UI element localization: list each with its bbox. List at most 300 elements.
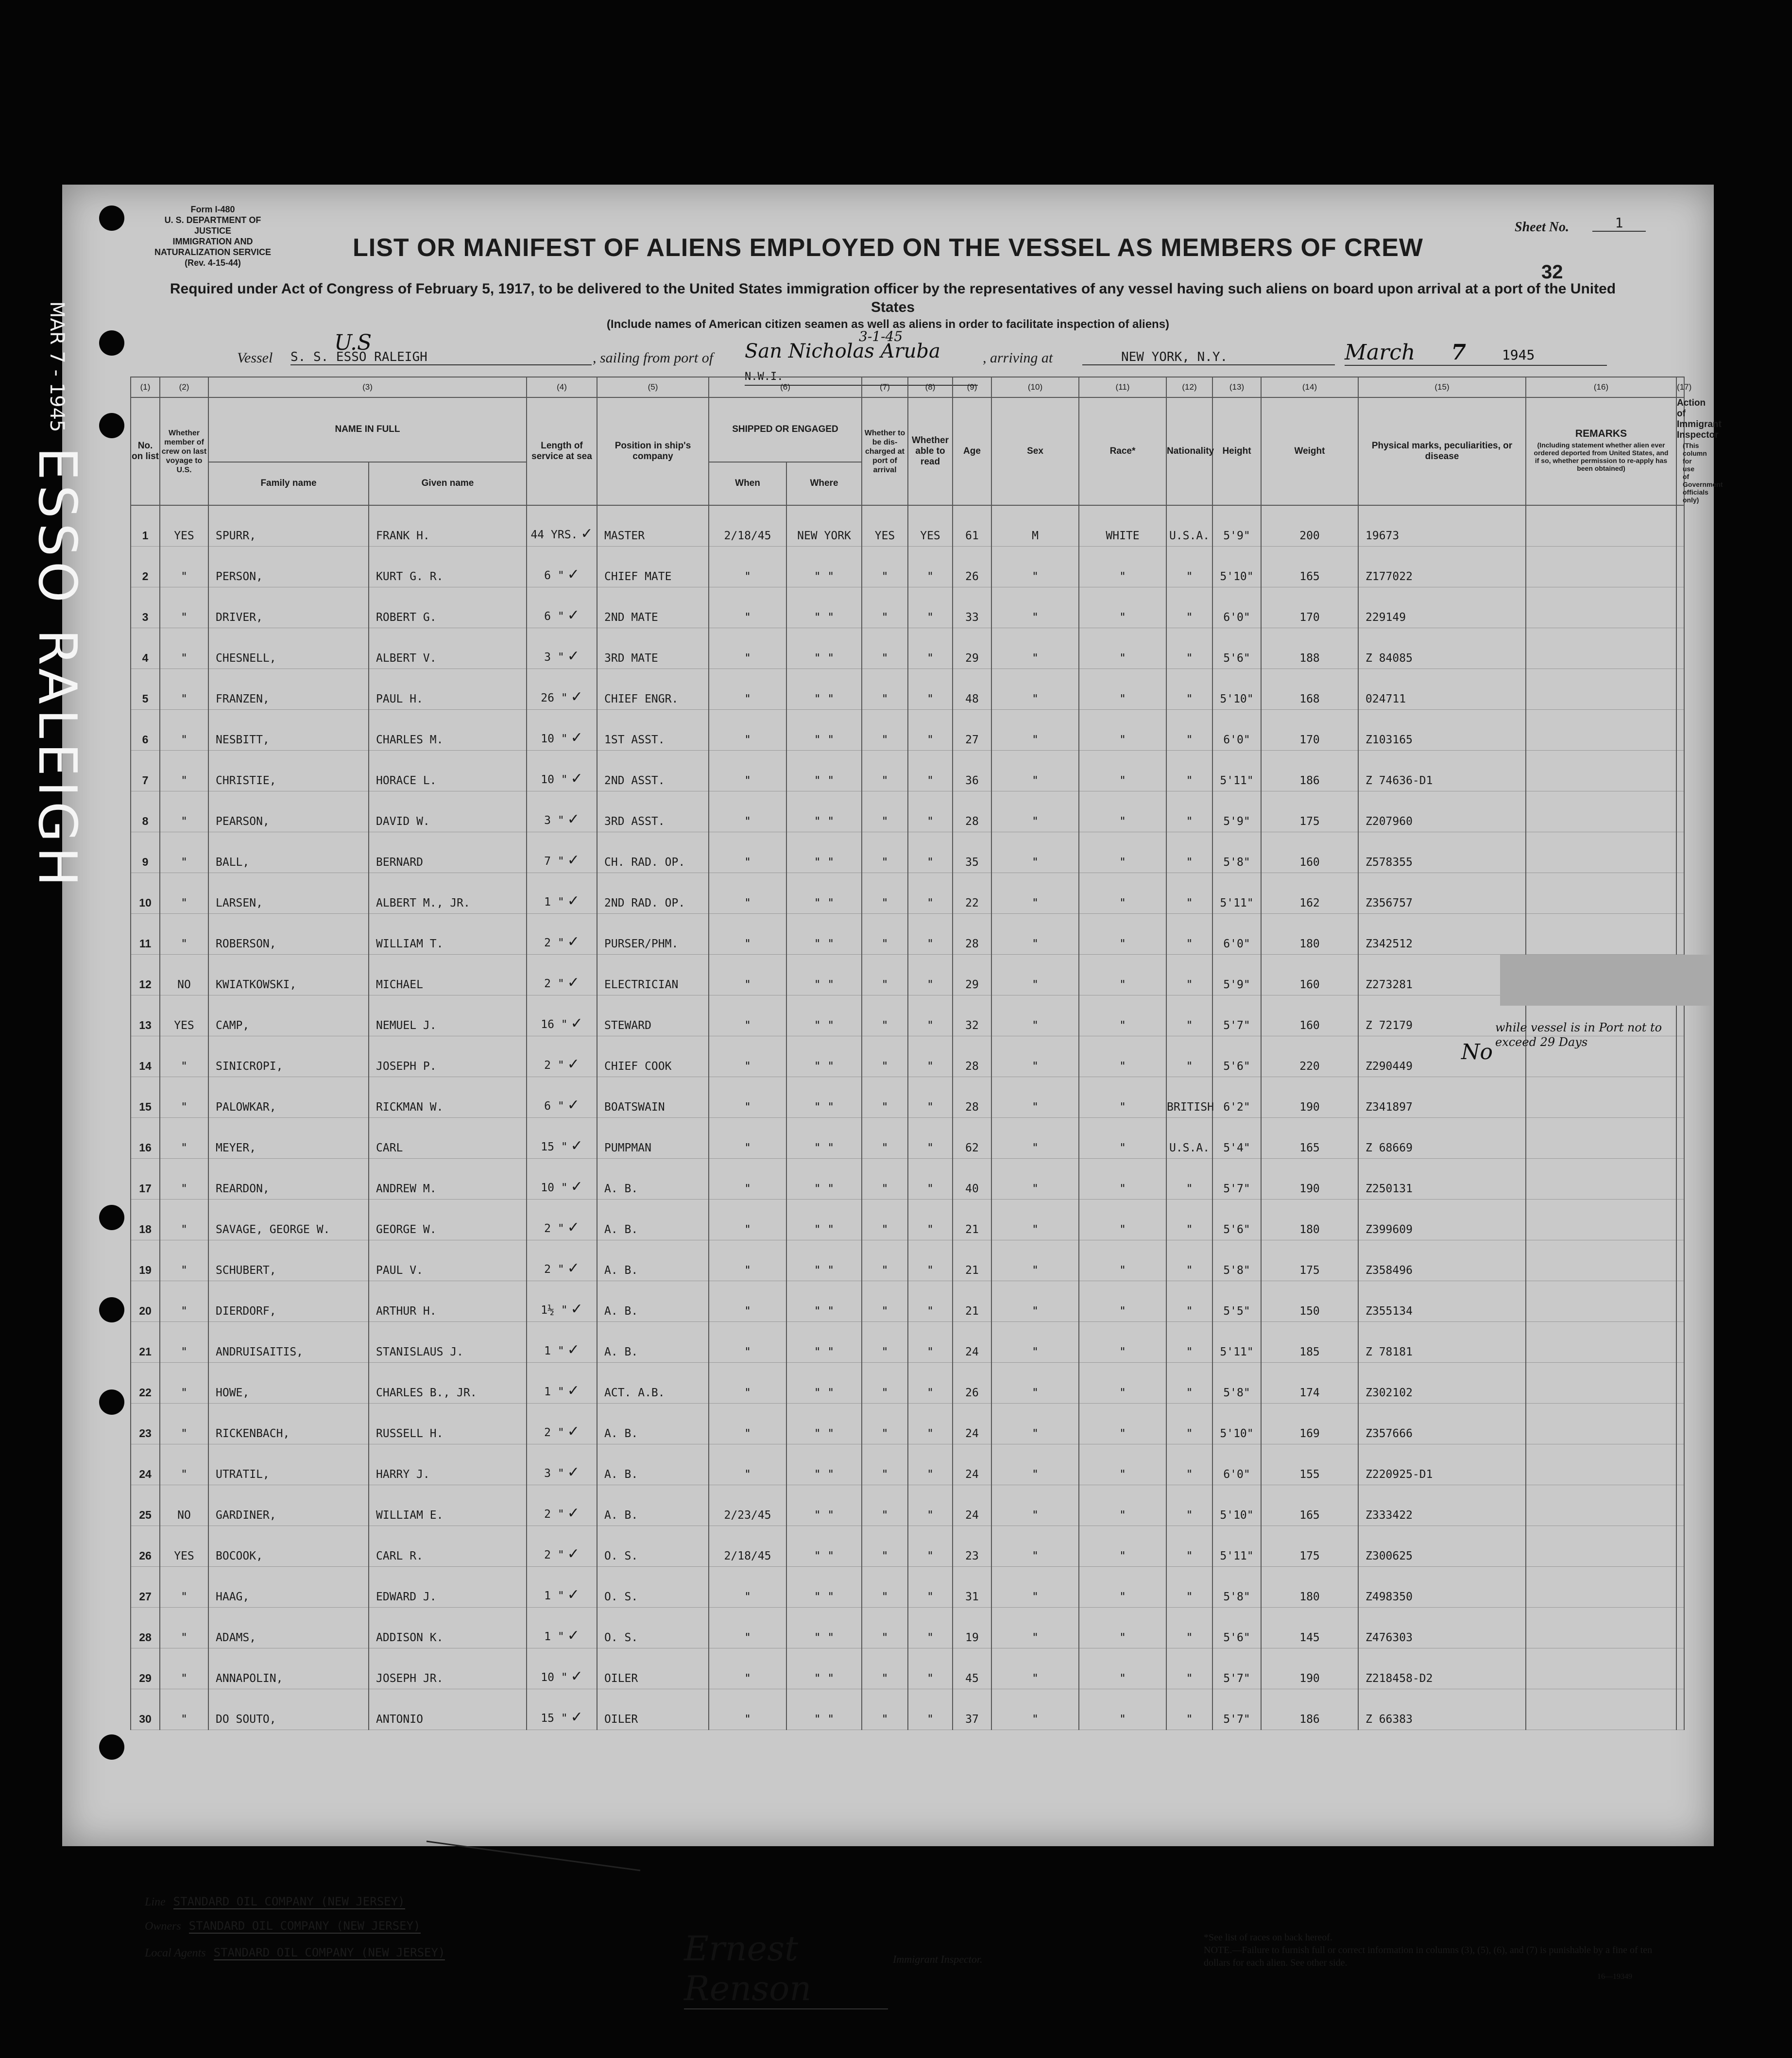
cell-voyage: " <box>160 1118 208 1159</box>
col-num-7: (7) <box>862 377 908 397</box>
cell-when: " <box>709 1322 786 1363</box>
cell-sex: " <box>991 1077 1079 1118</box>
cell-when: " <box>709 1159 786 1200</box>
table-row <box>131 1322 1684 1363</box>
cell-given: WILLIAM E. <box>369 1485 527 1526</box>
cell-weight: 168 <box>1261 669 1358 710</box>
cell-no: 8 <box>131 791 160 832</box>
cell-height: 5'9" <box>1212 955 1261 995</box>
cell-disch: " <box>862 1485 908 1526</box>
col-weight: Weight <box>1261 397 1358 505</box>
punch-hole <box>99 413 124 438</box>
cell-action <box>1676 1159 1684 1200</box>
punch-hole <box>99 1205 124 1230</box>
cell-action <box>1676 587 1684 628</box>
cell-disch: " <box>862 1608 908 1648</box>
table-row <box>131 832 1684 873</box>
cell-family: CHRISTIE, <box>208 751 369 791</box>
inspector-signature: Ernest Renson <box>684 1929 888 2009</box>
cell-height: 5'10" <box>1212 547 1261 587</box>
col-num-11: (11) <box>1079 377 1166 397</box>
cell-nat: " <box>1166 710 1212 751</box>
cell-marks: Z 74636-D1 <box>1358 751 1526 791</box>
cell-weight: 200 <box>1261 505 1358 547</box>
cell-position: OILER <box>597 1648 709 1689</box>
cell-no: 17 <box>131 1159 160 1200</box>
cell-action <box>1676 1118 1684 1159</box>
cell-action <box>1676 1526 1684 1567</box>
arrival-date <box>1345 340 1607 366</box>
cell-when: 2/18/45 <box>709 505 786 547</box>
table-row <box>131 669 1684 710</box>
cell-race: " <box>1079 1240 1166 1281</box>
cell-when: " <box>709 1200 786 1240</box>
cell-service <box>527 1567 597 1608</box>
check-mark-icon: ✓ <box>567 648 580 665</box>
cell-where: " " <box>786 1444 862 1485</box>
cell-disch: " <box>862 1363 908 1404</box>
cell-service <box>527 669 597 710</box>
cell-remarks <box>1526 1200 1676 1240</box>
cell-age: 24 <box>953 1485 991 1526</box>
cell-voyage: " <box>160 1444 208 1485</box>
cell-sex: " <box>991 1281 1079 1322</box>
cell-when: " <box>709 1404 786 1444</box>
cell-weight: 220 <box>1261 1036 1358 1077</box>
cell-nat: " <box>1166 1240 1212 1281</box>
cell-age: 26 <box>953 1363 991 1404</box>
cell-race: " <box>1079 1526 1166 1567</box>
cell-disch: " <box>862 547 908 587</box>
cell-where: " " <box>786 1159 862 1200</box>
cell-race: " <box>1079 1363 1166 1404</box>
table-row <box>131 628 1684 669</box>
check-mark-icon: ✓ <box>567 1219 580 1236</box>
table-row <box>131 547 1684 587</box>
cell-remarks <box>1526 751 1676 791</box>
cell-where: " " <box>786 1526 862 1567</box>
cell-disch: " <box>862 1240 908 1281</box>
cell-height: 5'9" <box>1212 791 1261 832</box>
cell-marks: Z342512 <box>1358 914 1526 955</box>
cell-read: " <box>908 1648 953 1689</box>
cell-disch: " <box>862 1689 908 1730</box>
cell-voyage: " <box>160 1648 208 1689</box>
cell-weight: 160 <box>1261 955 1358 995</box>
cell-weight: 190 <box>1261 1159 1358 1200</box>
cell-weight: 180 <box>1261 1567 1358 1608</box>
cell-voyage: " <box>160 832 208 873</box>
cell-nat: " <box>1166 1363 1212 1404</box>
cell-action <box>1676 1281 1684 1322</box>
cell-weight: 190 <box>1261 1077 1358 1118</box>
cell-nat: " <box>1166 1159 1212 1200</box>
cell-sex: " <box>991 1200 1079 1240</box>
cell-where: " " <box>786 1404 862 1444</box>
cell-service <box>527 1077 597 1118</box>
cell-height: 5'5" <box>1212 1281 1261 1322</box>
check-mark-icon: ✓ <box>567 1260 580 1277</box>
cell-height: 6'0" <box>1212 587 1261 628</box>
cell-marks: Z498350 <box>1358 1567 1526 1608</box>
sailing-date: 3-1-45 <box>859 328 903 344</box>
table-row <box>131 1118 1684 1159</box>
agents-value: STANDARD OIL COMPANY (NEW JERSEY) <box>213 1946 445 1959</box>
check-mark-icon: ✓ <box>567 1586 580 1603</box>
col-num-6: (6) <box>709 377 862 397</box>
cell-height: 5'7" <box>1212 1648 1261 1689</box>
cell-sex: " <box>991 1363 1079 1404</box>
cell-given: BERNARD <box>369 832 527 873</box>
cell-race: " <box>1079 751 1166 791</box>
col-where: Where <box>786 462 862 505</box>
cell-marks: Z 84085 <box>1358 628 1526 669</box>
cell-weight: 169 <box>1261 1404 1358 1444</box>
cell-when: " <box>709 669 786 710</box>
cell-remarks <box>1526 669 1676 710</box>
cell-given: HARRY J. <box>369 1444 527 1485</box>
cell-where: " " <box>786 1567 862 1608</box>
cell-remarks <box>1526 791 1676 832</box>
col-num-9: (9) <box>953 377 991 397</box>
cell-voyage: YES <box>160 995 208 1036</box>
cell-height: 5'8" <box>1212 1567 1261 1608</box>
cell-when: " <box>709 751 786 791</box>
col-name-in-full: NAME IN FULL <box>208 397 527 462</box>
col-remarks-note: (Including statement whether alien ever ordered deported from United States, and if so, whether permission to re-apply has been obtained) <box>1534 441 1669 472</box>
col-num-16: (16) <box>1526 377 1676 397</box>
cell-sex: " <box>991 1567 1079 1608</box>
col-when: When <box>709 462 786 505</box>
cell-nat: " <box>1166 1444 1212 1485</box>
cell-read: " <box>908 1240 953 1281</box>
cell-nat: " <box>1166 873 1212 914</box>
cell-read: " <box>908 1526 953 1567</box>
cell-service-value: 16 " <box>541 1018 568 1031</box>
vessel-hand-note: U.S <box>334 330 372 355</box>
cell-no: 14 <box>131 1036 160 1077</box>
cell-nat: " <box>1166 1567 1212 1608</box>
cell-disch: " <box>862 955 908 995</box>
col-sex: Sex <box>991 397 1079 505</box>
cell-service <box>527 1281 597 1322</box>
cell-remarks <box>1526 873 1676 914</box>
cell-voyage: NO <box>160 955 208 995</box>
cell-age: 21 <box>953 1281 991 1322</box>
cell-position: BOATSWAIN <box>597 1077 709 1118</box>
cell-action <box>1676 669 1684 710</box>
cell-disch: " <box>862 587 908 628</box>
col-num-12: (12) <box>1166 377 1212 397</box>
check-mark-icon: ✓ <box>567 1627 580 1644</box>
cell-action <box>1676 547 1684 587</box>
cell-marks: Z355134 <box>1358 1281 1526 1322</box>
footnote-penalty: NOTE.—Failure to furnish full or correct information in columns (3), (5), (6), and (7) is punishable by a fine of ten dollars for each alien. See other side. <box>1204 1945 1653 1968</box>
cell-family: BOCOOK, <box>208 1526 369 1567</box>
cell-action <box>1676 710 1684 751</box>
cell-nat: " <box>1166 1689 1212 1730</box>
cell-given: ALBERT V. <box>369 628 527 669</box>
cell-weight: 165 <box>1261 547 1358 587</box>
cell-where: NEW YORK <box>786 505 862 547</box>
footnote-races: *See list of races on back hereof. <box>1204 1932 1332 1943</box>
manifest-sheet <box>62 185 1723 2008</box>
cell-height: 5'6" <box>1212 1200 1261 1240</box>
sheet-number: 1 <box>1592 215 1646 232</box>
punch-hole <box>99 1389 124 1415</box>
cell-action <box>1676 628 1684 669</box>
remark-no: No <box>1461 1040 1493 1064</box>
cell-marks: Z 66383 <box>1358 1689 1526 1730</box>
cell-age: 32 <box>953 995 991 1036</box>
cell-service <box>527 1240 597 1281</box>
cell-sex: " <box>991 1485 1079 1526</box>
cell-age: 24 <box>953 1444 991 1485</box>
table-row <box>131 1281 1684 1322</box>
margin-vessel-name: ESSO RALEIGH <box>27 447 87 892</box>
cell-read: " <box>908 1200 953 1240</box>
cell-sex: " <box>991 547 1079 587</box>
col-race: Race* <box>1079 397 1166 505</box>
table-row <box>131 1567 1684 1608</box>
cell-marks: Z300625 <box>1358 1526 1526 1567</box>
cell-voyage: " <box>160 710 208 751</box>
cell-action <box>1676 1200 1684 1240</box>
cell-weight: 190 <box>1261 1648 1358 1689</box>
cell-action <box>1676 1363 1684 1404</box>
cell-read: " <box>908 873 953 914</box>
cell-age: 36 <box>953 751 991 791</box>
cell-where: " " <box>786 1118 862 1159</box>
table-row <box>131 791 1684 832</box>
cell-where: " " <box>786 710 862 751</box>
cell-race: " <box>1079 1648 1166 1689</box>
check-mark-icon: ✓ <box>567 1423 580 1440</box>
cell-weight: 150 <box>1261 1281 1358 1322</box>
form-number: 16—19349 <box>1597 1972 1632 1981</box>
cell-weight: 185 <box>1261 1322 1358 1363</box>
cell-age: 48 <box>953 669 991 710</box>
cell-read: " <box>908 1485 953 1526</box>
cell-family: REARDON, <box>208 1159 369 1200</box>
cell-sex: " <box>991 710 1079 751</box>
cell-remarks <box>1526 587 1676 628</box>
cell-when: " <box>709 710 786 751</box>
page-title: LIST OR MANIFEST OF ALIENS EMPLOYED ON THE VESSEL AS MEMBERS OF CREW <box>353 234 1423 262</box>
cell-service <box>527 628 597 669</box>
cell-position: A. B. <box>597 1159 709 1200</box>
cell-where: " " <box>786 1689 862 1730</box>
cell-read: " <box>908 1608 953 1648</box>
arriving-port: NEW YORK, N.Y. <box>1082 350 1335 365</box>
cell-weight: 162 <box>1261 873 1358 914</box>
cell-remarks <box>1526 1363 1676 1404</box>
cell-service-value: 2 " <box>544 1222 564 1235</box>
cell-disch: " <box>862 1404 908 1444</box>
cell-action <box>1676 1077 1684 1118</box>
cell-position: O. S. <box>597 1567 709 1608</box>
cell-no: 16 <box>131 1118 160 1159</box>
cell-weight: 165 <box>1261 1485 1358 1526</box>
cell-remarks <box>1526 710 1676 751</box>
cell-remarks <box>1526 1567 1676 1608</box>
check-mark-icon: ✓ <box>567 607 580 624</box>
arrival-day: 7 <box>1451 340 1466 365</box>
cell-weight: 170 <box>1261 710 1358 751</box>
cell-marks: Z273281 <box>1358 955 1526 995</box>
cell-age: 35 <box>953 832 991 873</box>
col-age: Age <box>953 397 991 505</box>
cell-height: 5'10" <box>1212 1485 1261 1526</box>
cell-race: " <box>1079 628 1166 669</box>
cell-service <box>527 547 597 587</box>
footer-owners <box>145 1919 421 1933</box>
cell-action <box>1676 1689 1684 1730</box>
cell-position: ELECTRICIAN <box>597 955 709 995</box>
table-row <box>131 1648 1684 1689</box>
cell-race: " <box>1079 832 1166 873</box>
cell-when: " <box>709 1240 786 1281</box>
cell-where: " " <box>786 873 862 914</box>
cell-nat: " <box>1166 1526 1212 1567</box>
redaction-strip <box>1500 955 1714 1006</box>
cell-remarks <box>1526 914 1676 955</box>
cell-height: 5'10" <box>1212 1404 1261 1444</box>
cell-marks: Z220925-D1 <box>1358 1444 1526 1485</box>
cell-weight: 188 <box>1261 628 1358 669</box>
cell-voyage: " <box>160 1608 208 1648</box>
cell-height: 5'6" <box>1212 1608 1261 1648</box>
cell-no: 22 <box>131 1363 160 1404</box>
cell-given: RICKMAN W. <box>369 1077 527 1118</box>
cell-read: " <box>908 1036 953 1077</box>
col-discharged: Whether to be dis-charged at port of arrival <box>862 397 908 505</box>
cell-where: " " <box>786 669 862 710</box>
cell-given: JOSEPH JR. <box>369 1648 527 1689</box>
cell-no: 20 <box>131 1281 160 1322</box>
cell-marks: Z358496 <box>1358 1240 1526 1281</box>
cell-service-value: 10 " <box>541 733 568 745</box>
cell-read: " <box>908 628 953 669</box>
col-family-name: Family name <box>208 462 369 505</box>
cell-no: 30 <box>131 1689 160 1730</box>
cell-nat: " <box>1166 1608 1212 1648</box>
cell-nat: " <box>1166 995 1212 1036</box>
cell-service-value: 10 " <box>541 1182 568 1194</box>
cell-voyage: " <box>160 587 208 628</box>
cell-where: " " <box>786 751 862 791</box>
cell-where: " " <box>786 1648 862 1689</box>
cell-height: 5'11" <box>1212 873 1261 914</box>
cell-position: A. B. <box>597 1444 709 1485</box>
footer-agents <box>145 1946 445 1960</box>
col-num-14: (14) <box>1261 377 1358 397</box>
cell-given: ANTONIO <box>369 1689 527 1730</box>
cell-sex: " <box>991 873 1079 914</box>
cell-read: " <box>908 955 953 995</box>
cell-nat: U.S.A. <box>1166 505 1212 547</box>
cell-nat: " <box>1166 955 1212 995</box>
cell-service-value: 6 " <box>544 1100 564 1113</box>
cell-no: 2 <box>131 547 160 587</box>
cell-family: RICKENBACH, <box>208 1404 369 1444</box>
table-row <box>131 751 1684 791</box>
cell-when: " <box>709 587 786 628</box>
cell-family: DO SOUTO, <box>208 1689 369 1730</box>
cell-voyage: " <box>160 1567 208 1608</box>
cell-given: ALBERT M., JR. <box>369 873 527 914</box>
cell-family: UTRATIL, <box>208 1444 369 1485</box>
cell-marks: Z103165 <box>1358 710 1526 751</box>
table-row <box>131 1608 1684 1648</box>
cell-where: " " <box>786 995 862 1036</box>
cell-remarks <box>1526 1322 1676 1363</box>
sailing-port-suffix: N.W.I. <box>745 371 784 383</box>
cell-position: 3RD ASST. <box>597 791 709 832</box>
cell-position: 2ND RAD. OP. <box>597 873 709 914</box>
cell-family: SINICROPI, <box>208 1036 369 1077</box>
cell-no: 21 <box>131 1322 160 1363</box>
cell-service-value: 1 " <box>544 1386 564 1398</box>
cell-where: " " <box>786 791 862 832</box>
cell-family: LARSEN, <box>208 873 369 914</box>
cell-race: " <box>1079 1322 1166 1363</box>
cell-height: 5'4" <box>1212 1118 1261 1159</box>
cell-race: " <box>1079 1444 1166 1485</box>
cell-sex: " <box>991 955 1079 995</box>
col-action-title: Action of Immigrant Inspector <box>1677 398 1722 440</box>
cell-sex: " <box>991 1159 1079 1200</box>
cell-marks: Z207960 <box>1358 791 1526 832</box>
cell-weight: 186 <box>1261 1689 1358 1730</box>
cell-position: A. B. <box>597 1200 709 1240</box>
col-shipped-engaged: SHIPPED OR ENGAGED <box>709 397 862 462</box>
col-num-10: (10) <box>991 377 1079 397</box>
cell-service <box>527 587 597 628</box>
cell-family: ANDRUISAITIS, <box>208 1322 369 1363</box>
cell-disch: " <box>862 873 908 914</box>
cell-where: " " <box>786 1240 862 1281</box>
check-mark-icon: ✓ <box>567 1505 580 1522</box>
punch-hole <box>99 1297 124 1322</box>
cell-family: ADAMS, <box>208 1608 369 1648</box>
cell-action <box>1676 1240 1684 1281</box>
cell-family: DIERDORF, <box>208 1281 369 1322</box>
cell-sex: " <box>991 669 1079 710</box>
cell-height: 6'0" <box>1212 1444 1261 1485</box>
cell-disch: " <box>862 995 908 1036</box>
col-nationality: Nationality <box>1166 397 1212 505</box>
cell-service-value: 2 " <box>544 1508 564 1521</box>
cell-service-value: 3 " <box>544 1467 564 1480</box>
cell-remarks <box>1526 628 1676 669</box>
cell-marks: Z 72179 <box>1358 995 1526 1036</box>
table-row <box>131 1689 1684 1730</box>
cell-position: A. B. <box>597 1240 709 1281</box>
cell-remarks <box>1526 1118 1676 1159</box>
cell-read: " <box>908 995 953 1036</box>
cell-given: DAVID W. <box>369 791 527 832</box>
cell-position: CHIEF ENGR. <box>597 669 709 710</box>
check-mark-icon: ✓ <box>570 1137 583 1154</box>
check-mark-icon: ✓ <box>567 1464 580 1481</box>
cell-no: 3 <box>131 587 160 628</box>
cell-when: " <box>709 995 786 1036</box>
form-identifier: Form I-480 U. S. DEPARTMENT OF JUSTICE IMMIGRATION AND NATURALIZATION SERVICE (Rev. 4-15-44) <box>154 205 272 268</box>
cell-marks: 024711 <box>1358 669 1526 710</box>
cell-family: CHESNELL, <box>208 628 369 669</box>
cell-remarks <box>1526 1077 1676 1118</box>
